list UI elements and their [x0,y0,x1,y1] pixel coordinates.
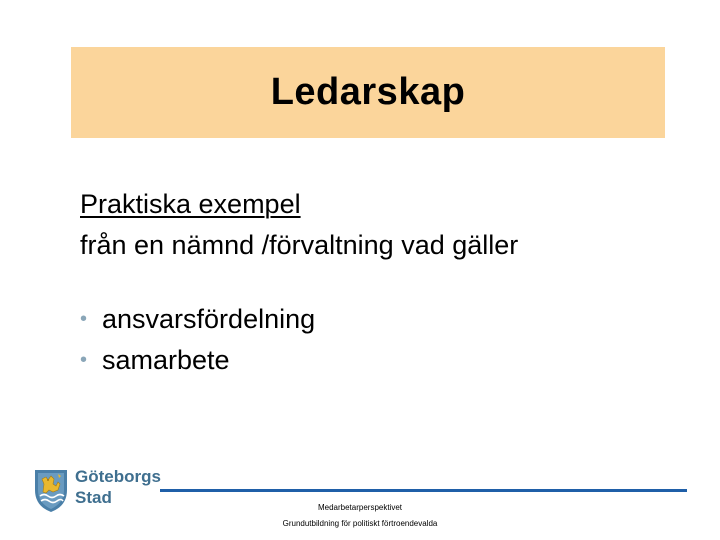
bullet-item [80,340,315,381]
bullet-text: ansvarsfördelning [102,304,316,334]
bullet-list [80,299,315,381]
slide-title: Ledarskap [270,71,466,113]
goteborgs-stad-logo [31,466,161,514]
intro-heading: Praktiska exempel [80,189,301,219]
logo-line2: Stad [75,488,112,507]
logo-wordmark [75,466,161,508]
bullet-text: samarbete [102,345,230,375]
footer-line2: Grundutbildning för politiskt förtroendevalda [282,519,438,528]
bullet-icon: • [80,349,88,371]
city-crest-icon [31,466,71,514]
intro-subtext: från en nämnd /förvaltning vad gäller [80,230,519,260]
logo-line1: Göteborgs [75,467,161,486]
footer-line1: Medarbetarperspektivet [317,503,403,512]
intro-text [80,184,680,266]
footer-divider [160,489,687,492]
bullet-icon: • [80,308,88,330]
bullet-item [80,299,315,340]
title-banner [71,47,665,138]
